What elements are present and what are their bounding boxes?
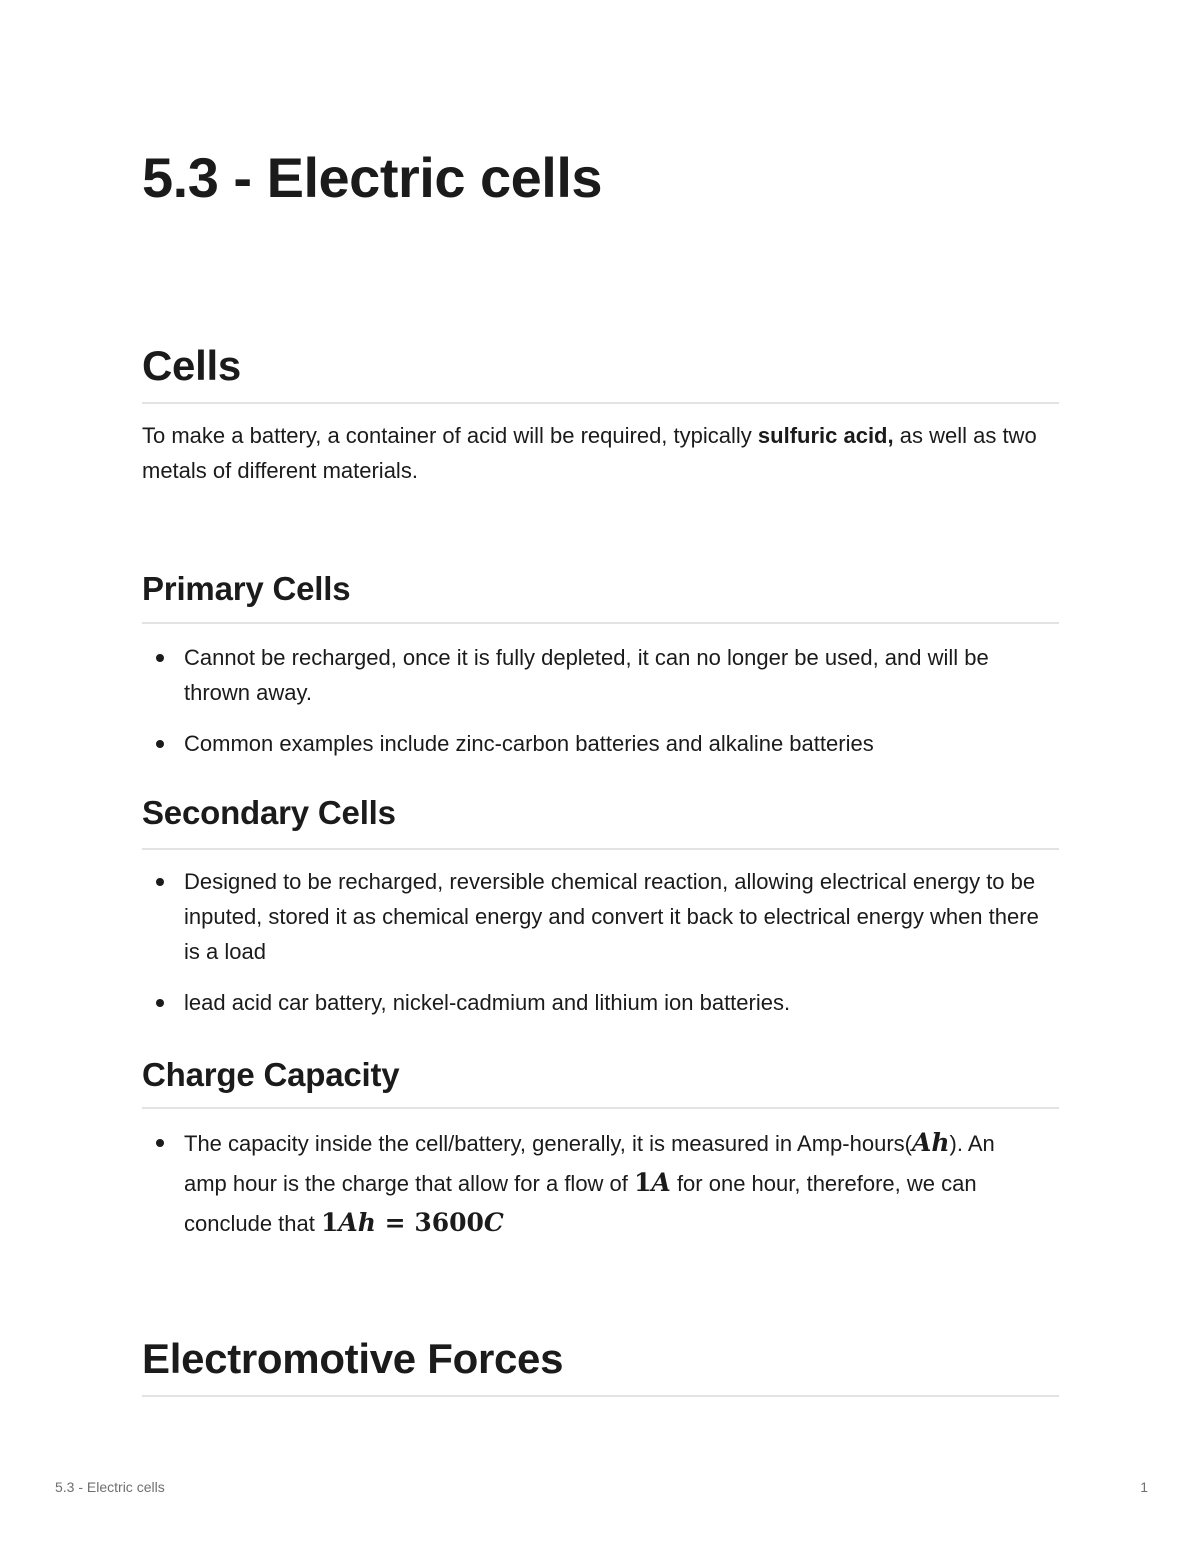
math-variable: A <box>651 1168 671 1197</box>
divider-cells <box>142 402 1059 404</box>
list-item-text: lead acid car battery, nickel-cadmium and lithium ion batteries. <box>184 990 791 1015</box>
list-item <box>142 985 1042 1020</box>
list-item <box>142 864 1042 969</box>
bullet-dot-icon <box>156 740 164 748</box>
bullet-dot-icon <box>156 654 164 662</box>
list-item <box>142 1123 1042 1243</box>
footer-document-title: 5.3 - Electric cells <box>55 1479 165 1495</box>
heading-charge-capacity: Charge Capacity <box>142 1056 400 1093</box>
cells-text-start: To make a battery, a container of acid will be required, typically <box>142 423 758 448</box>
cells-text-end: as well as two metals of different materials. <box>142 423 1037 483</box>
cells-text-bold: sulfuric acid, <box>757 423 894 448</box>
math-number: 1 <box>634 1168 652 1197</box>
capacity-text-3: for one hour, therefore, we can conclude that <box>184 1171 977 1236</box>
list-item-text: Common examples include zinc-carbon batteries and alkaline batteries <box>184 731 874 756</box>
math-variable: Ah <box>338 1208 376 1237</box>
footer-page-number: 1 <box>1140 1479 1148 1495</box>
secondary-cells-list <box>142 864 1042 1036</box>
primary-cells-list <box>142 640 1042 777</box>
math-equation <box>321 1208 504 1237</box>
charge-capacity-list <box>142 1123 1042 1259</box>
capacity-text-2: ). An amp hour is the charge that allow for a flow of <box>184 1131 995 1196</box>
divider-primary-cells <box>142 622 1059 624</box>
heading-secondary-cells: Secondary Cells <box>142 794 396 831</box>
list-item <box>142 726 1042 761</box>
cells-paragraph <box>142 418 1042 488</box>
list-item <box>142 640 1042 710</box>
heading-electromotive-forces: Electromotive Forces <box>142 1335 564 1382</box>
math-number: 1 <box>320 1208 339 1237</box>
page-title: 5.3 - Electric cells <box>142 146 603 209</box>
list-item-text: Cannot be recharged, once it is fully depleted, it can no longer be used, and will be thrown away. <box>184 645 989 705</box>
heading-primary-cells: Primary Cells <box>142 570 351 607</box>
list-item-text: Designed to be recharged, reversible chemical reaction, allowing electrical energy to be inputed, stored it as chemical energy and convert it back to electrical energy when there is a load <box>184 869 1039 964</box>
bullet-dot-icon <box>156 999 164 1007</box>
divider-charge-capacity <box>142 1107 1059 1109</box>
math-variable: C <box>483 1208 504 1237</box>
divider-electromotive-forces <box>142 1395 1059 1397</box>
math-equals: = <box>375 1208 415 1237</box>
capacity-text-1: The capacity inside the cell/battery, generally, it is measured in Amp-hours( <box>184 1131 912 1156</box>
math-ah: Ah <box>911 1128 950 1157</box>
heading-cells: Cells <box>142 342 241 389</box>
math-number: 3600 <box>414 1208 484 1237</box>
bullet-dot-icon <box>156 1139 164 1147</box>
bullet-dot-icon <box>156 878 164 886</box>
divider-secondary-cells <box>142 848 1059 850</box>
math-one-amp <box>634 1168 671 1197</box>
